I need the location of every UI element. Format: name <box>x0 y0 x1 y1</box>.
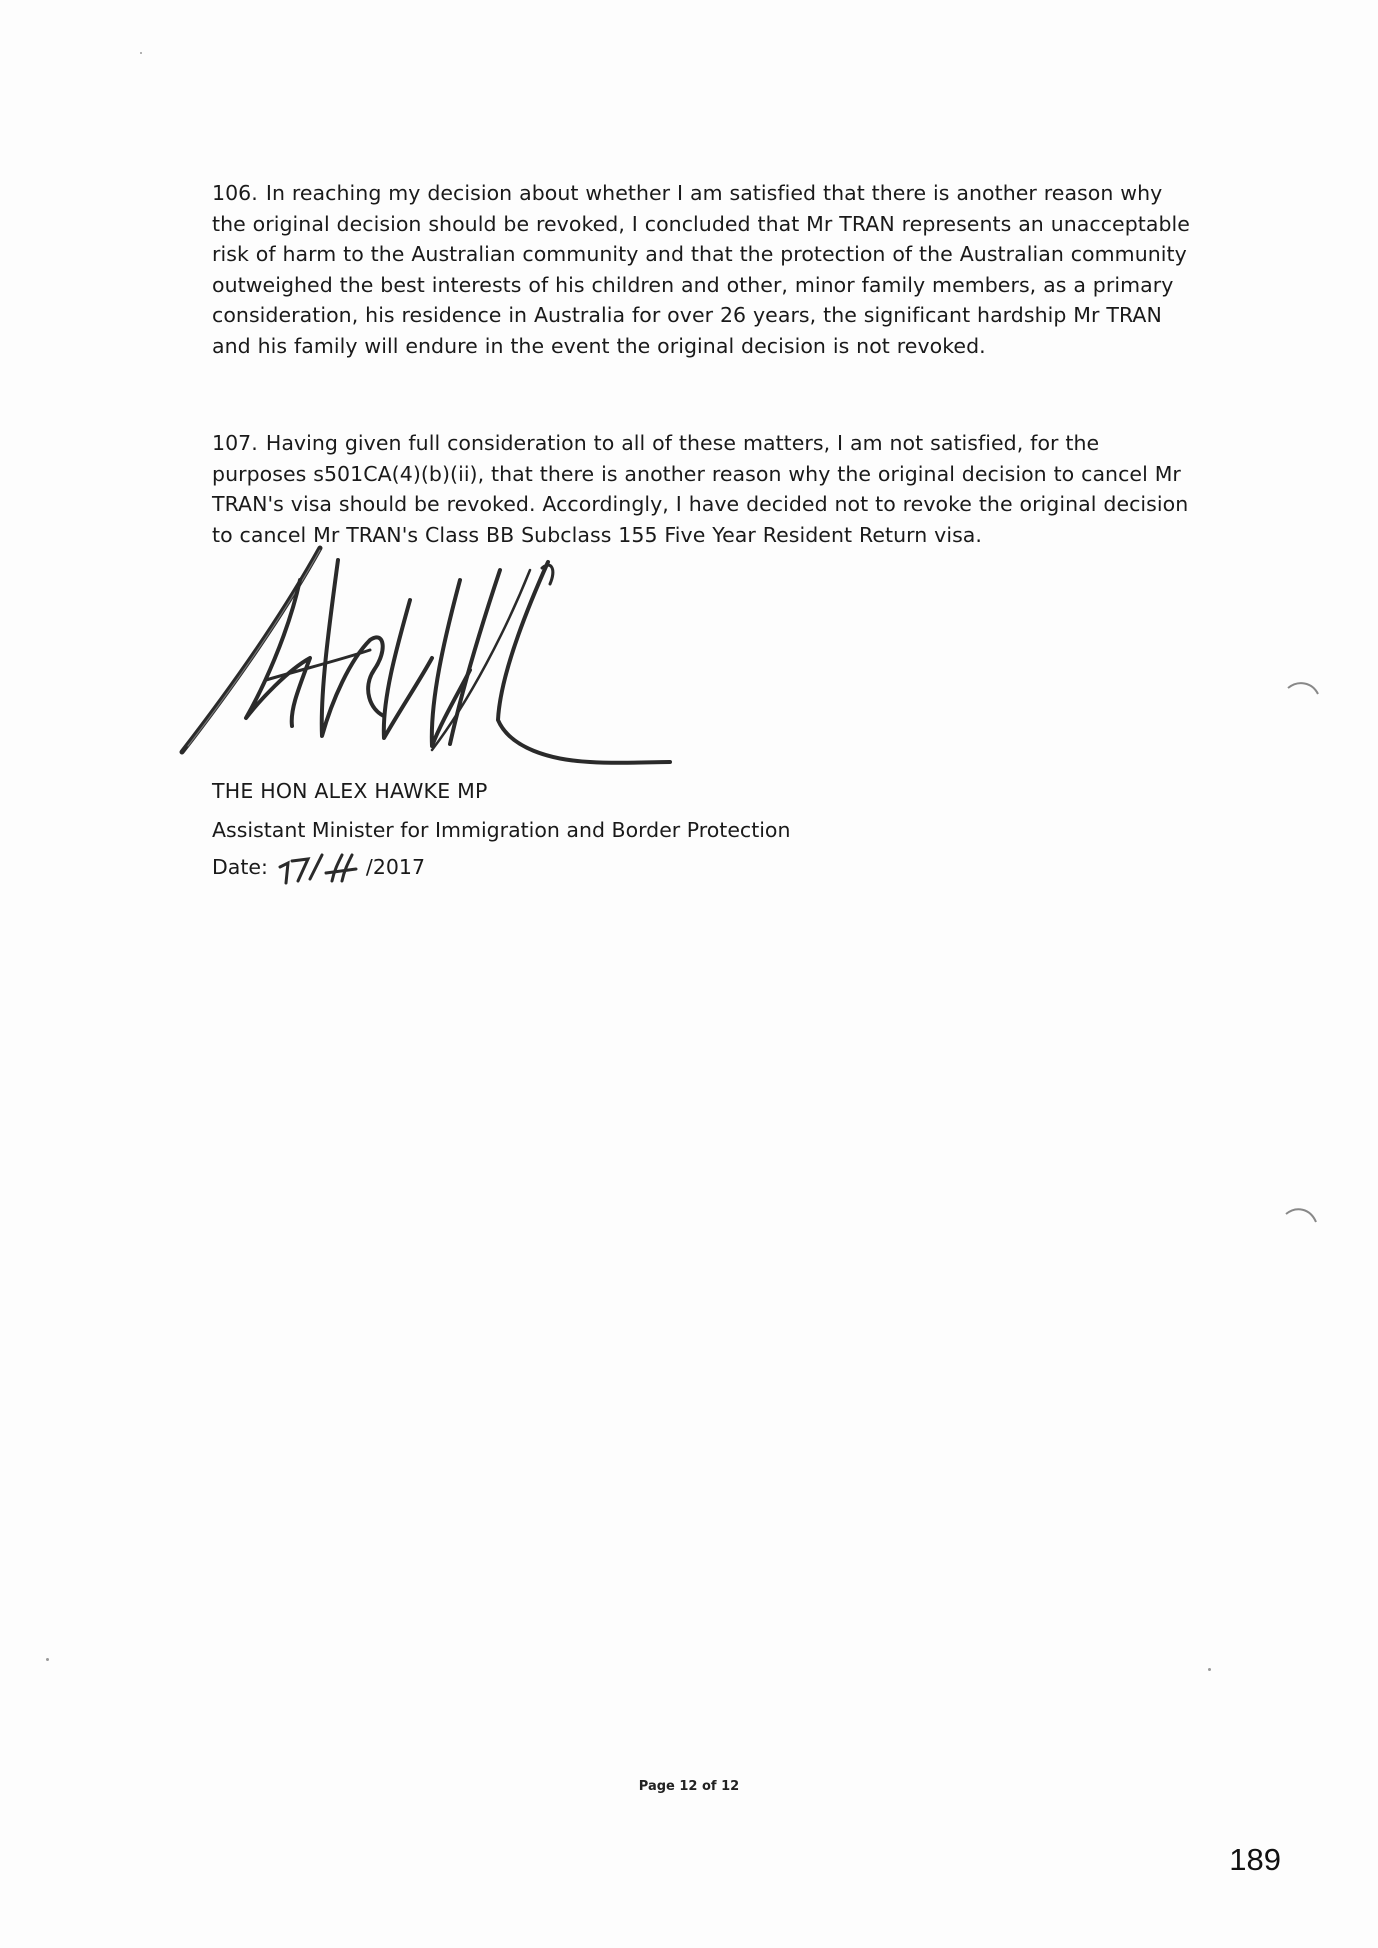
page-footer: Page 12 of 12 <box>638 1779 740 1794</box>
scan-speck <box>140 52 142 54</box>
paragraph-107 <box>212 428 1197 550</box>
date-year: /2017 <box>365 855 425 879</box>
paragraph-text: Having given full consideration to all of these matters, I am not satisfied, for the purposes s501CA(4)(b)(ii), that there is another reason why the original decision to cancel Mr TRAN's visa should be revoked. Accordingly, I have decided not to revoke the original decision to cancel Mr TRAN's Class BB Subclass 155 Five Year Resident Return visa. <box>212 431 1189 547</box>
document-stamp-number: 189 <box>1229 1842 1281 1877</box>
handwritten-date <box>272 851 364 885</box>
paragraph-number: 106. <box>212 181 258 205</box>
signature-date <box>212 851 425 885</box>
handwritten-signature <box>170 540 760 770</box>
date-label: Date: <box>212 855 268 879</box>
paragraph-number: 107. <box>212 431 258 455</box>
punch-hole-mark <box>1284 676 1324 716</box>
signer-name: THE HON ALEX HAWKE MP <box>212 779 488 803</box>
paragraph-106 <box>212 178 1197 361</box>
punch-hole-mark <box>1282 1202 1322 1242</box>
scan-speck <box>1208 1668 1211 1671</box>
signer-title: Assistant Minister for Immigration and Border Protection <box>212 818 791 842</box>
paragraph-text: In reaching my decision about whether I am satisfied that there is another reason why the original decision should be revoked, I concluded that Mr TRAN represents an unacceptable risk of harm to the Australian community and that the protection of the Australian community outweighed the best interests of his children and other, minor family members, as a primary consideration, his residence in Australia for over 26 years, the significant hardship Mr TRAN and his family will endure in the event the original decision is not revoked. <box>212 181 1190 358</box>
scan-speck <box>46 1658 49 1661</box>
